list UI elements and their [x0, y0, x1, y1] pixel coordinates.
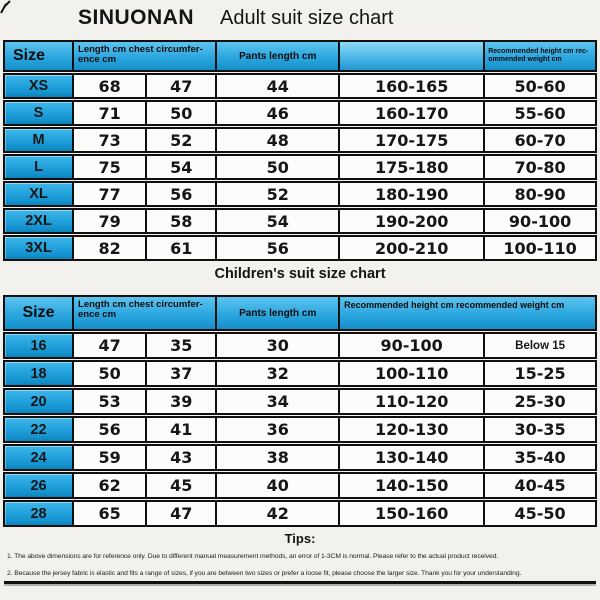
length-cell: 75	[74, 156, 147, 178]
corner-tick-icon	[0, 0, 14, 14]
header-size: Size	[5, 297, 74, 329]
pants-length-cell: 38	[217, 446, 340, 469]
size-cell: 24	[5, 446, 74, 469]
adult-size-table	[3, 40, 597, 261]
chest-cell: 45	[147, 474, 217, 497]
height-range-cell: 100-110	[340, 362, 485, 385]
table-row	[3, 181, 597, 207]
weight-range-cell: 40-45	[514, 476, 566, 495]
height-range-cell: 180-190	[340, 183, 485, 205]
pants-length-cell: 52	[217, 183, 340, 205]
table-row	[3, 388, 597, 415]
pants-length-cell: 48	[217, 129, 340, 151]
weight-range-cell: 50-60	[514, 76, 566, 96]
height-range-cell: 160-165	[340, 75, 485, 97]
height-range-cell: 140-150	[340, 474, 485, 497]
table-row	[3, 444, 597, 471]
size-cell: 16	[5, 334, 74, 357]
table-row	[3, 154, 597, 180]
chest-cell: 54	[147, 156, 217, 178]
chest-cell: 37	[147, 362, 217, 385]
header-spacer-cell	[340, 42, 485, 70]
size-cell: M	[5, 129, 74, 151]
length-cell: 82	[74, 237, 147, 259]
weight-range-cell: 25-30	[514, 392, 566, 411]
chest-cell: 39	[147, 390, 217, 413]
height-range-cell: 200-210	[340, 237, 485, 259]
adult-header-row	[3, 40, 597, 72]
length-cell: 77	[74, 183, 147, 205]
chest-cell: 58	[147, 210, 217, 232]
chest-cell: 47	[147, 75, 217, 97]
chest-cell: 56	[147, 183, 217, 205]
weight-range-cell: 70-80	[514, 157, 566, 177]
height-range-cell: 130-140	[340, 446, 485, 469]
height-range-cell: 150-160	[340, 502, 485, 525]
weight-range-cell: 45-50	[514, 504, 566, 523]
weight-range-cell: 60-70	[514, 130, 566, 150]
table-row	[3, 73, 597, 99]
header-length-chest: Length cm chest circumfer- ence cm	[74, 42, 217, 70]
page-title	[78, 6, 393, 30]
length-cell: 79	[74, 210, 147, 232]
size-cell: XS	[5, 75, 74, 97]
table-row	[3, 100, 597, 126]
size-cell: 18	[5, 362, 74, 385]
length-cell: 71	[74, 102, 147, 124]
pants-length-cell: 36	[217, 418, 340, 441]
weight-range-cell: 90-100	[508, 211, 572, 231]
pants-length-cell: 56	[217, 237, 340, 259]
height-range-cell: 170-175	[340, 129, 485, 151]
size-cell: L	[5, 156, 74, 178]
tip-line-2: 2. Because the jersey fabric is elastic and fits a range of sizes, if you are between two sizes or prefer a loose fit, please choose the larger size. Thank you for your understanding.	[7, 570, 522, 577]
header-pants-length: Pants length cm	[217, 297, 340, 329]
table-row	[3, 127, 597, 153]
pants-length-cell: 30	[217, 334, 340, 357]
size-cell: 20	[5, 390, 74, 413]
size-cell: 3XL	[5, 237, 74, 259]
chest-cell: 61	[147, 237, 217, 259]
header-pants-length: Pants length cm	[217, 42, 340, 70]
children-header-row	[3, 295, 597, 331]
size-cell: S	[5, 102, 74, 124]
height-range-cell: 120-130	[340, 418, 485, 441]
header-recommended: Recommended height cm recommended weight cm	[344, 300, 565, 310]
weight-range-cell: Below 15	[515, 339, 566, 352]
size-cell: 22	[5, 418, 74, 441]
weight-range-cell: 100-110	[503, 238, 577, 258]
chest-cell: 41	[147, 418, 217, 441]
pants-length-cell: 34	[217, 390, 340, 413]
height-range-cell: 110-120	[340, 390, 485, 413]
pants-length-cell: 50	[217, 156, 340, 178]
pants-length-cell: 40	[217, 474, 340, 497]
height-range-cell: 190-200	[340, 210, 485, 232]
pants-length-cell: 44	[217, 75, 340, 97]
table-row	[3, 500, 597, 527]
header-length-chest: Length cm chest circumfer- ence cm	[74, 297, 217, 329]
adult-table-body	[3, 73, 597, 261]
size-cell: XL	[5, 183, 74, 205]
weight-range-cell: 35-40	[514, 448, 566, 467]
length-cell: 50	[74, 362, 147, 385]
header-recommended: Recommended height cm rec- ommended weight cm	[488, 47, 589, 63]
pants-length-cell: 42	[217, 502, 340, 525]
chest-cell: 52	[147, 129, 217, 151]
pants-length-cell: 54	[217, 210, 340, 232]
table-row	[3, 208, 597, 234]
length-cell: 73	[74, 129, 147, 151]
adult-chart-title: Adult suit size chart	[220, 7, 394, 29]
bottom-divider	[4, 581, 596, 584]
weight-range-cell: 15-25	[514, 364, 566, 383]
length-cell: 68	[74, 75, 147, 97]
height-range-cell: 175-180	[340, 156, 485, 178]
size-cell: 26	[5, 474, 74, 497]
table-row	[3, 472, 597, 499]
size-cell: 2XL	[5, 210, 74, 232]
tips-title: Tips:	[284, 531, 316, 546]
height-range-cell: 90-100	[340, 334, 485, 357]
children-table-body	[3, 332, 597, 527]
pants-length-cell: 32	[217, 362, 340, 385]
pants-length-cell: 46	[217, 102, 340, 124]
chest-cell: 47	[147, 502, 217, 525]
length-cell: 62	[74, 474, 147, 497]
table-row	[3, 235, 597, 261]
table-row	[3, 360, 597, 387]
size-cell: 28	[5, 502, 74, 525]
weight-range-cell: 30-35	[514, 420, 566, 439]
table-row	[3, 416, 597, 443]
brand-name: SINUONAN	[78, 6, 195, 29]
chest-cell: 43	[147, 446, 217, 469]
table-row	[3, 332, 597, 359]
length-cell: 65	[74, 502, 147, 525]
header-size: Size	[5, 42, 74, 70]
chest-cell: 50	[147, 102, 217, 124]
length-cell: 47	[74, 334, 147, 357]
tip-line-1: 1. The above dimensions are for reference only. Due to different manual measurement methods, an error of 1-3CM is normal. Please refer to the actual product received.	[7, 553, 499, 560]
chest-cell: 35	[147, 334, 217, 357]
weight-range-cell: 55-60	[514, 103, 566, 123]
length-cell: 59	[74, 446, 147, 469]
children-size-table	[3, 295, 597, 527]
length-cell: 53	[74, 390, 147, 413]
height-range-cell: 160-170	[340, 102, 485, 124]
length-cell: 56	[74, 418, 147, 441]
weight-range-cell: 80-90	[514, 184, 566, 204]
children-chart-title: Children's suit size chart	[214, 266, 386, 282]
